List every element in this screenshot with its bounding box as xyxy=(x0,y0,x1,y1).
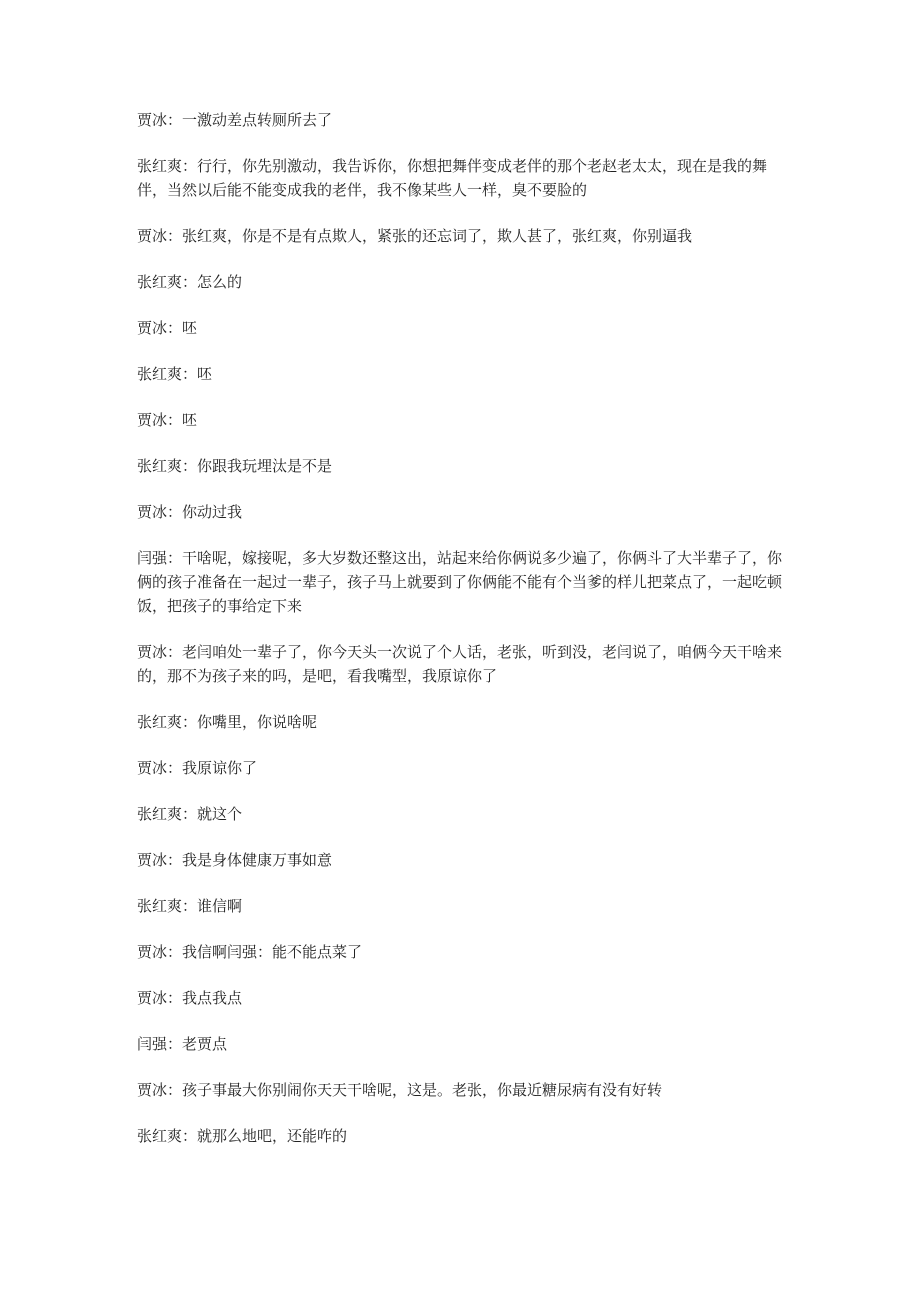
dialogue-line: 闫强：干啥呢，嫁接呢，多大岁数还整这出，站起来给你俩说多少遍了，你俩斗了大半辈子了，你俩的孩子准备在一起过一辈子，孩子马上就要到了你俩能不能有个当爹的样儿把菜点了，一起吃顿饭，把孩子的事给定下来 xyxy=(137,549,783,615)
dialogue-line: 贾冰：一激动差点转厕所去了 xyxy=(137,111,333,129)
dialogue-line: 张红爽：你嘴里，你说啥呢 xyxy=(137,713,318,731)
dialogue-line: 贾冰：张红爽，你是不是有点欺人，紧张的还忘词了，欺人甚了，张红爽，你别逼我 xyxy=(137,227,693,245)
dialogue-line: 张红爽：谁信啊 xyxy=(137,897,243,915)
dialogue-list xyxy=(137,108,787,1170)
dialogue-line: 贾冰：我原谅你了 xyxy=(137,759,258,777)
dialogue-line: 贾冰：我是身体健康万事如意 xyxy=(137,851,333,869)
dialogue-line: 张红爽：怎么的 xyxy=(137,273,243,291)
dialogue-line: 张红爽：呸 xyxy=(137,365,213,383)
dialogue-line: 贾冰：我点我点 xyxy=(137,989,243,1007)
dialogue-line: 贾冰：你动过我 xyxy=(137,503,243,521)
dialogue-line: 张红爽：行行，你先别激动，我告诉你，你想把舞伴变成老伴的那个老赵老太太，现在是我的舞伴，当然以后能不能变成我的老伴，我不像某些人一样，臭不要脸的 xyxy=(137,157,768,199)
dialogue-line: 贾冰：呸 xyxy=(137,319,198,337)
dialogue-line: 贾冰：呸 xyxy=(137,411,198,429)
dialogue-line: 闫强：老贾点 xyxy=(137,1035,228,1053)
dialogue-line: 张红爽：就那么地吧，还能咋的 xyxy=(137,1127,348,1145)
dialogue-line: 贾冰：老闫咱处一辈子了，你今天头一次说了个人话，老张，听到没，老闫说了，咱俩今天干啥来的，那不为孩子来的吗，是吧，看我嘴型，我原谅你了 xyxy=(137,643,783,685)
dialogue-line: 贾冰：孩子事最大你别闹你天天干啥呢，这是。老张，你最近糖尿病有没有好转 xyxy=(137,1081,663,1099)
dialogue-line: 贾冰：我信啊闫强：能不能点菜了 xyxy=(137,943,363,961)
dialogue-line: 张红爽：你跟我玩埋汰是不是 xyxy=(137,457,333,475)
dialogue-line: 张红爽：就这个 xyxy=(137,805,243,823)
